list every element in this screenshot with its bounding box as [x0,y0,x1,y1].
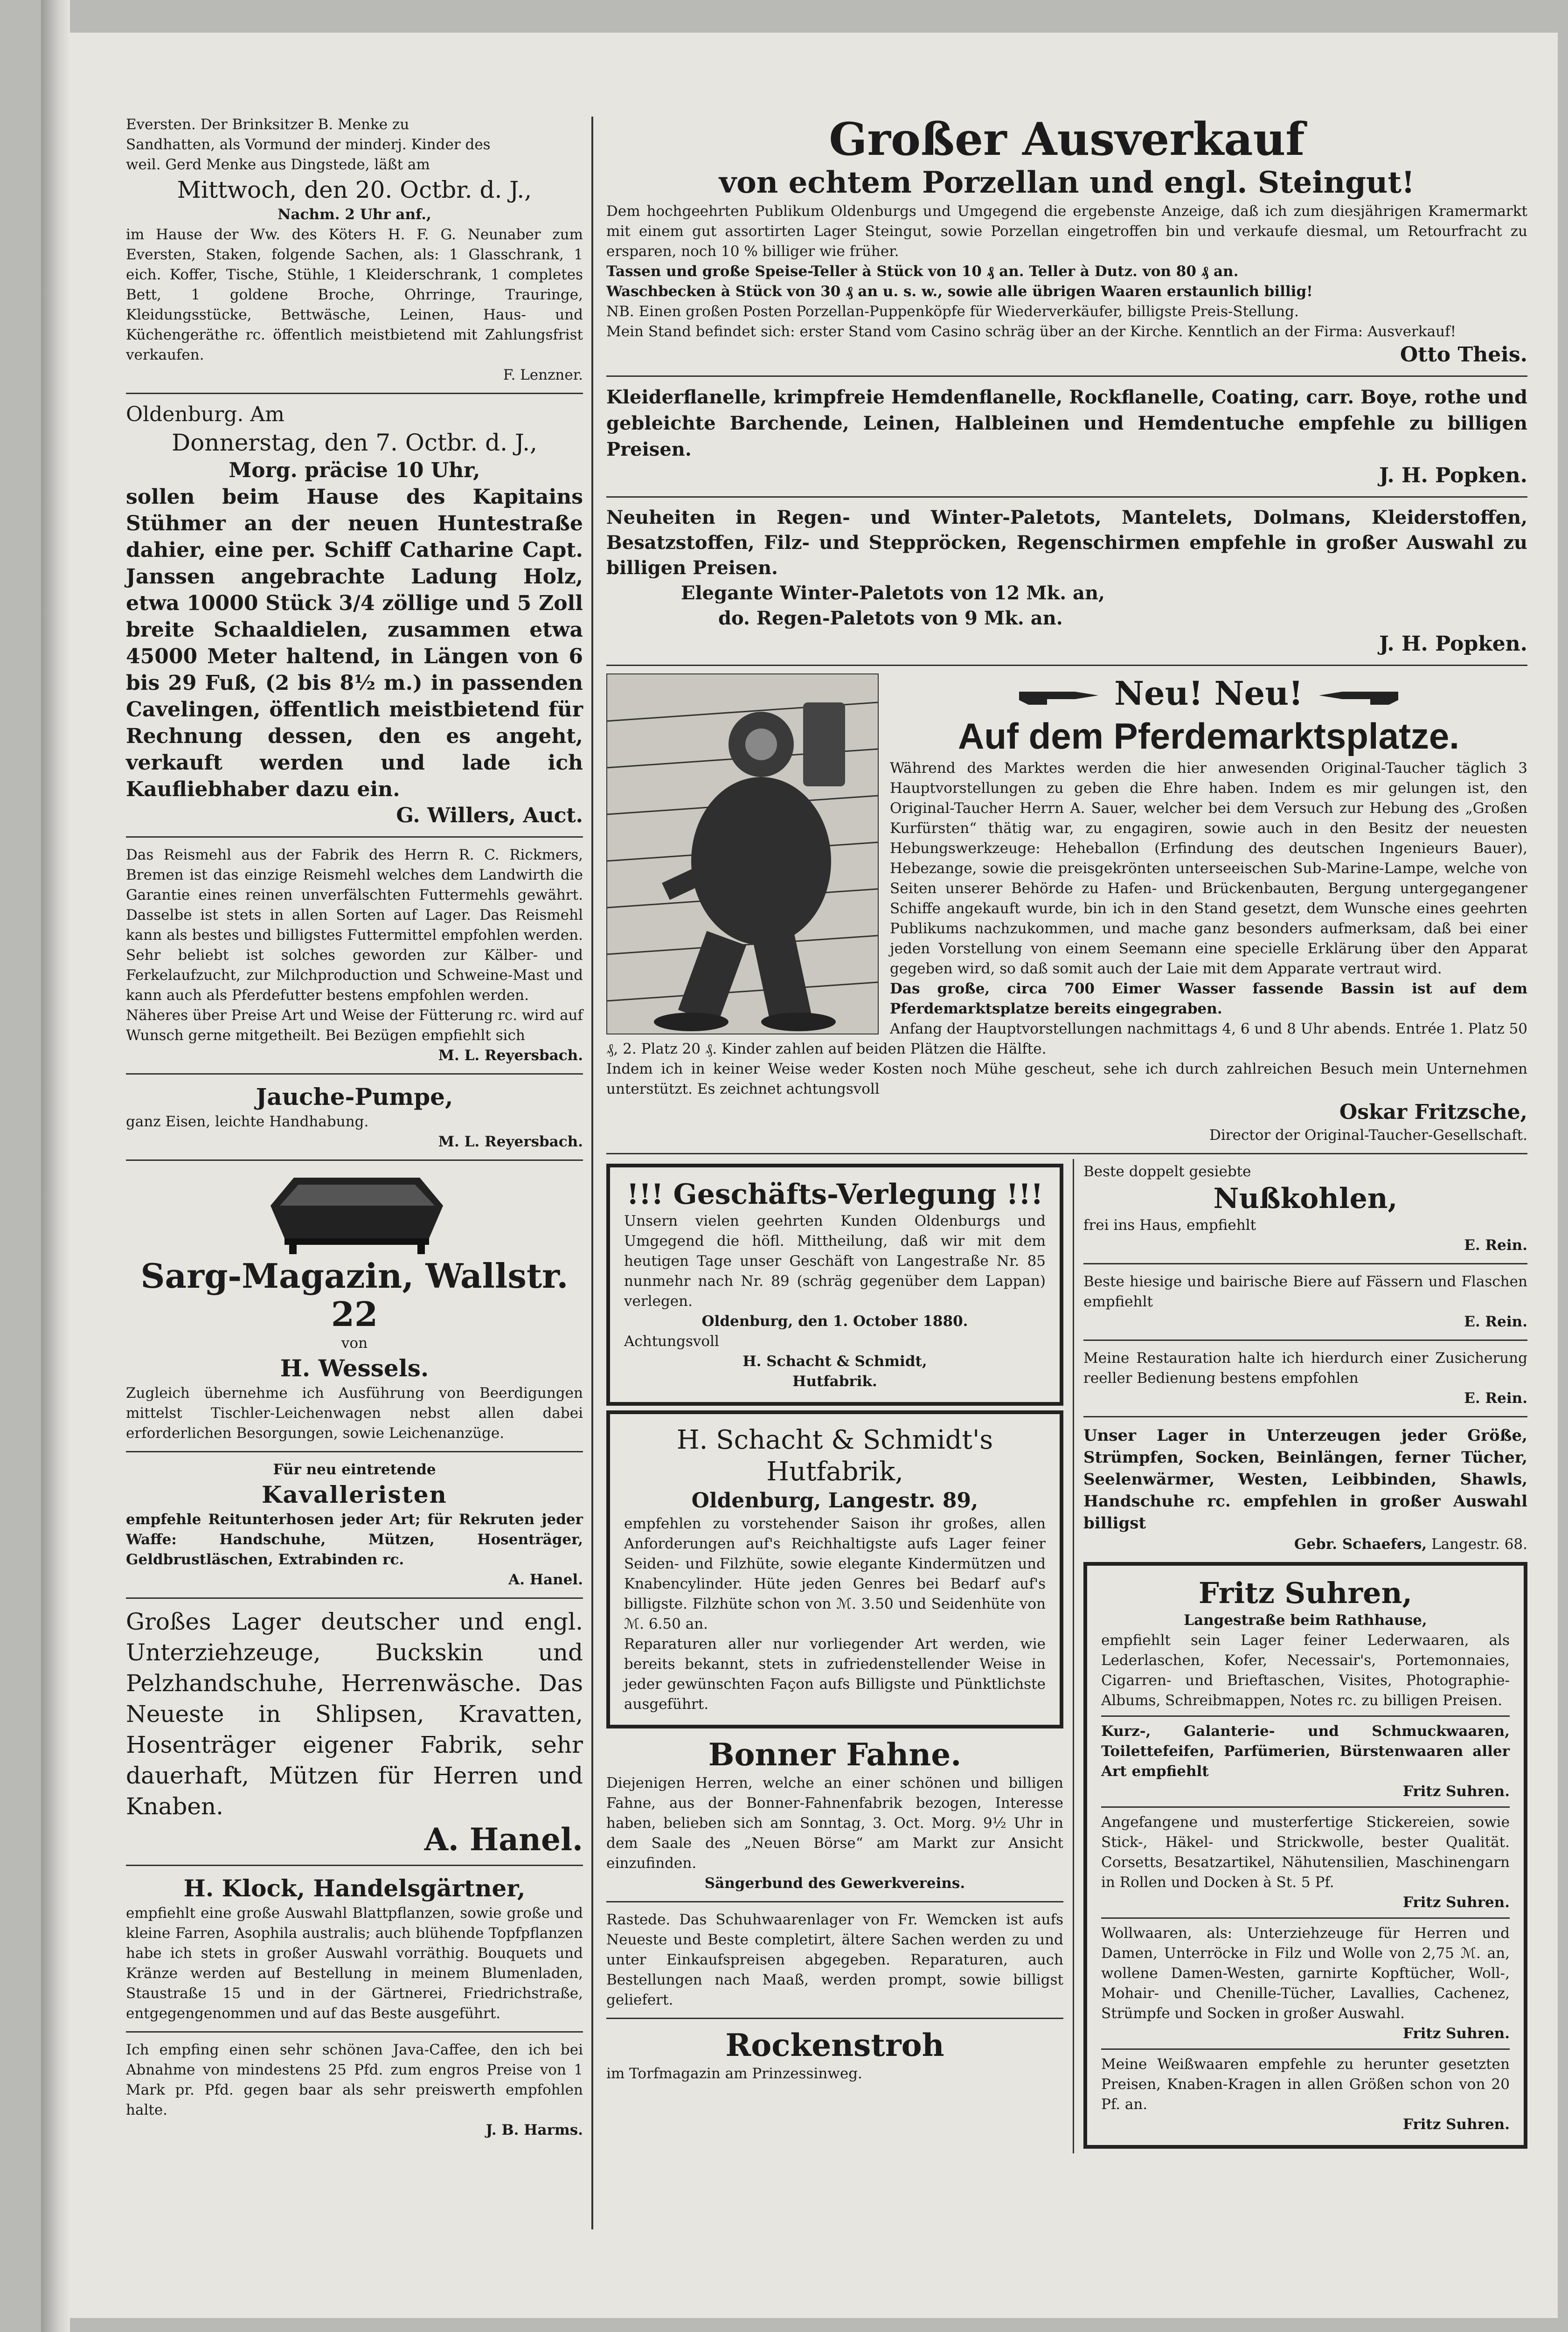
ad-line: do. Regen-Paletots von 9 Mk. an. [718,607,1063,629]
ad-body: Neuheiten in Regen- und Winter-Paletots, Mantelets, Dolmans, Kleiderstoffen, Besatzstoffen, Filz- und Steppröcken, Regenschirmen empfehle in großer Auswahl zu billigen Preisen. [606,507,1527,579]
ad-address: Oldenburg, Langestr. 89, [691,1489,978,1513]
ad-signature-role: Director der Original-Taucher-Gesellschaft. [1209,1127,1527,1144]
ad-body: Rastede. Das Schuhwaarenlager von Fr. Wemcken ist aufs Neueste und Beste completirt, ältere Sachen werden zu und unter Einkaufspreisen abgegeben. Reparaturen, auch Bestellungen nach Maaß, werden prompt, sowie billigst geliefert. [606,1911,1063,2008]
ad-title: Sarg-Magazin, Wallstr. 22 [140,1256,569,1334]
ad-body: Kurz-, Galanterie- und Schmuckwaaren, Toilettefeifen, Parfümerien, Bürstenwaaren aller Art empfiehlt [1101,1723,1510,1780]
ad-signature: Fritz Suhren. [1402,2025,1510,2042]
ad-neu: Neu! Neu! [1114,674,1303,713]
divider [1083,1340,1527,1341]
ad-body: Beste hiesige und bairische Biere auf Fässern und Flaschen empfiehlt [1083,1273,1527,1310]
ad-signature: E. Rein. [1464,1237,1527,1254]
ad-body: Dem hochgeehrten Publikum Oldenburgs und Umgegend die ergebenste Anzeige, daß ich zum diesjährigen Kramermarkt mit einem gut assortirten Lager Steingut, sowie Porzellan eingetroffen bin und verkaufe diesmal, um Retourfracht zu ersparen, noch 10 % billiger wie früher. [606,203,1527,260]
ad-rastede-schuhe [606,1907,1063,2013]
ad-jauche-pumpe [126,1079,583,1155]
ad-signature: F. Lenzner. [503,367,583,383]
diver-illustration [606,673,879,1034]
ad-title: Kavalleristen [262,1481,447,1508]
ad-rockenstroh [606,2024,1063,2087]
two-column-section [606,1159,1527,2153]
ad-hanel-lager [126,1603,583,1860]
ad-body: Meine Weißwaaren empfehle zu herunter gesetzten Preisen, Knaben-Kragen in allen Größen schon von 20 Pf. an. [1101,2056,1510,2113]
ad-signature: J. H. Popken. [1379,464,1527,487]
ad-body: sollen beim Hause des Kapitains Stühmer an der neuen Huntestraße dahier, eine per. Schiff Catharine Capt. Janssen angebrachte Ladung Holz, etwa 10000 Stück 3/4 zöllige und 5 Zoll breite Schaaldielen, zusammen etwa 45000 Meter haltend, in Längen von 6 bis 29 Fuß, (2 bis 8½ m.) in passenden Cavelingen, öffentlich meistbietend für Rechnung dessen, den es angeht, verkauft werden und lade ich Kaufliebhaber dazu ein. [126,485,583,801]
ad-body: Anfang der Hauptvorstellungen nachmittags 4, 6 und 8 Uhr abends. Entrée 1. Platz 50 ₰, 2. Platz 20 ₰. Kinder zahlen auf beiden Plätzen die Hälfte. [606,1020,1527,1057]
ad-subtitle: von echtem Porzellan und engl. Steingut! [719,165,1415,200]
ad-subtitle: Langestraße beim Rathhause, [1184,1612,1427,1629]
ad-title: Großer Ausverkauf [829,113,1305,166]
ad-signature: Fritz Suhren. [1402,1894,1510,1911]
ad-title: Fritz Suhren, [1198,1576,1413,1610]
ad-body: Näheres über Preise Art und Weise der Fütterung rc. wird auf Wunsch gerne mitgetheilt. Bei Bezügen empfiehlt sich [126,1007,583,1044]
ad-signature: E. Rein. [1464,1390,1527,1407]
divider [606,1901,1063,1902]
ad-signature: Fritz Suhren. [1402,2116,1510,2133]
ad-schaefers [1083,1422,1527,1557]
ad-line: Elegante Winter-Paletots von 12 Mk. an, [681,582,1105,604]
divider [126,1073,583,1075]
ad-holz-auction [126,399,583,832]
divider [126,1865,583,1866]
ad-bonner-fahne [606,1733,1063,1896]
ad-ausverkauf [606,112,1527,371]
ad-address: Langestr. 68. [1431,1536,1527,1553]
ad-title: Jauche-Pumpe, [256,1083,453,1110]
divider [1101,1806,1510,1808]
divider [126,836,583,838]
pointing-hand-icon [1019,683,1103,709]
ad-sarg-magazin [126,1166,583,1446]
ad-biere [1083,1269,1527,1335]
page-spine [41,0,70,2332]
divider [1101,1715,1510,1717]
ad-title: Bonner Fahne. [708,1736,962,1773]
sub-right-column [1073,1159,1527,2153]
ad-name: H. Wessels. [280,1354,429,1382]
ad-signature: Otto Theis. [1400,343,1527,367]
divider [126,2031,583,2033]
divider [126,1451,583,1452]
ad-signature: Hutfabrik. [792,1373,877,1390]
ad-head: Beste doppelt gesiebte [1083,1163,1251,1180]
divider [126,393,583,394]
ad-signature: Gebr. Schaefers, [1294,1536,1427,1553]
ad-body: Das große, circa 700 Eimer Wasser fassende Bassin ist auf dem Pferdemarktsplatze bereits eingegraben. [890,980,1527,1017]
ad-body: Wollwaaren, als: Unterziehzeuge für Herren und Damen, Unterröcke in Filz und Wolle von 2,75 ℳ. an, wollene Damen-Westen, garnirte Kopftücher, Woll-, Mohair- und Chenille-Tücher, Lavallies, Cachenez, Strümpfe und Socken in großer Auswahl. [1101,1925,1510,2022]
ad-body: Unsern vielen geehrten Kunden Oldenburgs und Umgegend die höfl. Mittheilung, daß wir mit dem heutigen Tage unser Geschäft von Langestraße Nr. 85 nunmehr nach Nr. 89 (schräg gegenüber dem Lappan) verlegen. [624,1213,1046,1310]
divider [126,1597,583,1599]
ad-title: Rockenstroh [725,2027,944,2063]
ad-title: H. Schacht & Schmidt's Hutfabrik, [676,1425,993,1487]
ad-body: empfehlen zu vorstehender Saison ihr großes, allen Anforderungen auf's Reichhaltigste aufs Lager feiner Seiden- und Filzhüte, sowie elegante Kindermützen und Knabencylinder. Hüte jeden Genres bei Bedarf auf's billigste. Filzhüte schon von ℳ. 3.50 und Seidenhüte von ℳ. 6.50 an. [624,1515,1046,1632]
ad-body: Kleiderflanelle, krimpfreie Hemdenflanelle, Rockflanelle, Coating, carr. Boye, rothe und gebleichte Barchende, Leinen, Halbleinen und Hemdentuche empfehle zu billigen Preisen. [606,386,1527,460]
ad-line: Sandhatten, als Vormund der minderj. Kinder des [126,136,491,153]
divider [606,375,1527,377]
ad-popken-paletots [606,502,1527,660]
ad-popken-flanelle [606,382,1527,492]
divider [1083,1263,1527,1264]
ad-klock [126,1871,583,2027]
pointing-hand-icon [1314,683,1398,709]
divider [606,2018,1063,2019]
column-divider [591,117,593,2229]
ad-body: Angefangene und musterfertige Stickereien, sowie Stick-, Häkel- und Strickwolle, bester Qualität. Corsetts, Besatzartikel, Nähutensilien, Maschinengarn in Rollen und Docken à St. 5 Pf. [1101,1814,1510,1891]
ad-body: empfehle Reitunterhosen jeder Art; für Rekruten jeder Waffe: Handschuhe, Mützen, Hosenträger, Geldbrustläschen, Extrabinden rc. [126,1511,583,1568]
ad-line: Waschbecken à Stück von 30 ₰ an u. s. w., sowie alle übrigen Waaren erstaunlich billig! [606,283,1313,300]
ad-body: frei ins Haus, empfiehlt [1083,1217,1256,1234]
ad-body: Reparaturen aller nur vorliegender Art werden, wie bereits bekannt, stets in zufriedenstellender Weise in jeder gewünschten Façon aufs Billigste und Pünktlichste ausgeführt. [624,1636,1046,1713]
ad-signature: Fritz Suhren. [1402,1783,1510,1800]
ad-body: Zugleich übernehme ich Ausführung von Beerdigungen mittelst Tischler-Leichenwagen nebst allen dabei erforderlichen Besorgungen, sowie Leichenanzüge. [126,1385,583,1442]
ad-line: Eversten. Der Brinksitzer B. Menke zu [126,116,409,133]
ad-signature: M. L. Reyersbach. [438,1047,583,1064]
ad-geschaefts-verlegung [606,1164,1063,1406]
ad-body: Während des Marktes werden die hier anwesenden Original-Taucher täglich 3 Hauptvorstellungen zu geben die Ehre haben. Indem es mir gelungen ist, den Original-Taucher Herrn A. Sauer, welcher bei dem Versuch zur Hebung des „Großen Kurfürsten“ thätig war, zu engagiren, sowie auch in den Besitz der neuesten Hebungswerkzeuge: Heheballon (Erfindung des deutschen Ingenieurs Bauer), Hebezange, sowie die preisgekrönten unterseeischen Sub-Marine-Lampe, welche von Seiten unserer Behörde zu Hafen- und Brückenbauten, Bergung untergegangener Schiffe angekauft wurde, bin ich in den Stand gesetzt, dem Wunsche eines geehrten Publikums nachzukommen, und mache ganz besonders aufmerksam, daß bei einer jeden Vorstellung von einem Seemann eine specielle Erklärung über den Apparat gegeben wird, so daß somit auch der Laie mit dem Apparate vertraut wird. [890,760,1527,977]
ad-body: im Hause der Ww. des Köters H. F. G. Neunaber zum Eversten, Staken, folgende Sachen, als: 1 Glasschrank, 1 eich. Koffer, Tische, Stühle, 1 Kleiderschrank, 1 completes Bett, 1 goldene Broche, Ohrringe, Trauringe, Kleidungsstücke, Bettwäsche, Leinen, Haus- und Küchengeräthe rc. öffentlich meistbietend mit Zahlungsfrist verkaufen. [126,226,583,363]
ad-restauration [1083,1346,1527,1411]
right-column [606,112,1527,2153]
ad-von: von [341,1335,368,1352]
ad-reismehl [126,842,583,1069]
ad-signature: M. L. Reyersbach. [438,1133,583,1150]
ad-time: Nachm. 2 Uhr anf., [278,206,431,223]
ad-body: Diejenigen Herren, welche an einer schönen und billigen Fahne, aus der Bonner-Fahnenfabrik bezogen, Interesse haben, belieben sich am Sonntag, 3. Oct. Morg. 9½ Uhr in dem Saale des „Neuen Börse“ am Markt zur Ansicht einzufinden. [606,1775,1063,1872]
ad-line: weil. Gerd Menke aus Dingstede, läßt am [126,156,430,173]
ad-signature: Oskar Fritzsche, [1339,1100,1527,1124]
ad-line: Tassen und große Speise-Teller à Stück von 10 ₰ an. Teller à Dutz. von 80 ₰ an. [606,263,1239,280]
ad-head: Für neu eintretende [273,1461,436,1478]
ad-body: Meine Restauration halte ich hierdurch einer Zusicherung reeller Bedienung bestens empfohlen [1083,1350,1527,1387]
ad-body: Unser Lager in Unterzeugen jeder Größe, Strümpfen, Socken, Beinlängen, ferner Tücher, Seelenwärmer, Westen, Leibbinden, Shawls, Handschuhe rc. empfehlen in großer Auswahl billigst [1083,1426,1527,1533]
ad-java-caffee [126,2037,583,2143]
ad-line: NB. Einen großen Posten Porzellan-Puppenköpfe für Wiederverkäufer, billigste Preis-Stellung. [606,303,1299,320]
ad-title: Nußkohlen, [1213,1182,1398,1215]
ad-signature: J. H. Popken. [1379,632,1527,656]
ad-body: Das Reismehl aus der Fabrik des Herrn R. C. Rickmers, Bremen ist das einzige Reismehl welches dem Landwirth die Garantie eines reinen unverfälschten Futtermehls gewährt. Dasselbe ist stets in allen Sorten auf Lager. Das Reismehl kann als bestes und billigstes Futtermittel empfohlen werden. Sehr beliebt ist solches geworden zur Kälber- und Ferkelaufzucht, zur Milchproduction und Schweine-Mast und kann auch als Pferdefutter bestens empfohlen werden. [126,847,583,1004]
ad-title: H. Klock, Handelsgärtner, [183,1874,526,1902]
ad-body: empfiehlt eine große Auswahl Blattpflanzen, sowie große und kleine Farren, Asophila australis; auch blühende Topfpflanzen habe ich stets in großer Auswahl vorräthig. Bouquets und Kränze werden auf Bestellung in meinem Blumenladen, Staustraße 15 und in der Gärtnerei, Friedrichstraße, entgegengenommen und auf das Beste ausgeführt. [126,1905,583,2022]
divider [126,1159,583,1161]
divider [606,496,1527,498]
ad-signature: G. Willers, Auct. [396,804,583,827]
ad-nusskohlen [1083,1159,1527,1258]
ad-taucher [606,671,1527,1148]
ad-body: empfiehlt sein Lager feiner Lederwaaren, als Lederlaschen, Kofer, Necessair's, Portemonnaies, Cigarren- und Brieftaschen, Visites, Photographie-Albums, Schreibmappen, Notes rc. zu billigen Preisen. [1101,1632,1510,1709]
ad-signature: A. Hanel. [424,1821,583,1858]
ad-title: Auf dem Pferdemarktsplatze. [958,715,1459,757]
ad-fritz-suhren [1083,1562,1527,2149]
ad-date: Mittwoch, den 20. Octbr. d. J., [177,176,532,203]
ad-date: Oldenburg, den 1. October 1880. [701,1313,968,1330]
ad-body: ganz Eisen, leichte Handhabung. [126,1113,369,1130]
ad-kavalleristen [126,1457,583,1593]
ad-body: Ich empfing einen sehr schönen Java-Caffee, den ich bei Abnahme von mindestens 25 Pfd. zum engros Preise von 1 Mark pr. Pfd. gegen baar als sehr preiswerth empfohlen halte. [126,2041,583,2118]
ad-time: Morg. präcise 10 Uhr, [229,458,480,482]
ad-title: !!! Geschäfts-Verlegung !!! [626,1178,1043,1211]
coffin-illustration [252,1168,457,1257]
ad-signature: E. Rein. [1464,1313,1527,1330]
ad-hutfabrik [606,1410,1063,1728]
divider [606,1153,1527,1154]
divider [606,665,1527,666]
divider [1101,2048,1510,2050]
ad-body: Indem ich in keiner Weise weder Kosten noch Mühe gescheut, sehe ich durch zahlreichen Besuch mein Unternehmen unterstützt. Es zeichnet achtungsvoll [606,1061,1527,1097]
ad-signature: J. B. Harms. [486,2122,583,2138]
ad-head: Oldenburg. Am [126,403,284,426]
ad-body: im Torfmagazin am Prinzessinweg. [606,2065,862,2082]
ad-date: Donnerstag, den 7. Octbr. d. J., [172,429,537,456]
ad-signature: A. Hanel. [508,1571,583,1588]
ad-eversten-auction [126,112,583,388]
divider [1101,1917,1510,1919]
ad-signature: H. Schacht & Schmidt, [742,1353,927,1370]
ad-body: Großes Lager deutscher und engl. Unterziehzeuge, Buckskin und Pelzhandschuhe, Herrenwäsche. Das Neueste in Shlipsen, Kravatten, Hosenträger eigener Fabrik, sehr dauerhaft, Mützen für Herren und Knaben. [126,1608,583,1820]
ad-line: Mein Stand befindet sich: erster Stand vom Casino schräg über an der Kirche. Kenntlich an der Firma: Ausverkauf! [606,323,1457,340]
ad-signature: Sängerbund des Gewerkvereins. [704,1875,965,1892]
divider [1083,1416,1527,1417]
sub-left-column [606,1159,1073,2153]
ad-ach: Achtungsvoll [624,1333,719,1350]
left-column [126,112,583,2143]
